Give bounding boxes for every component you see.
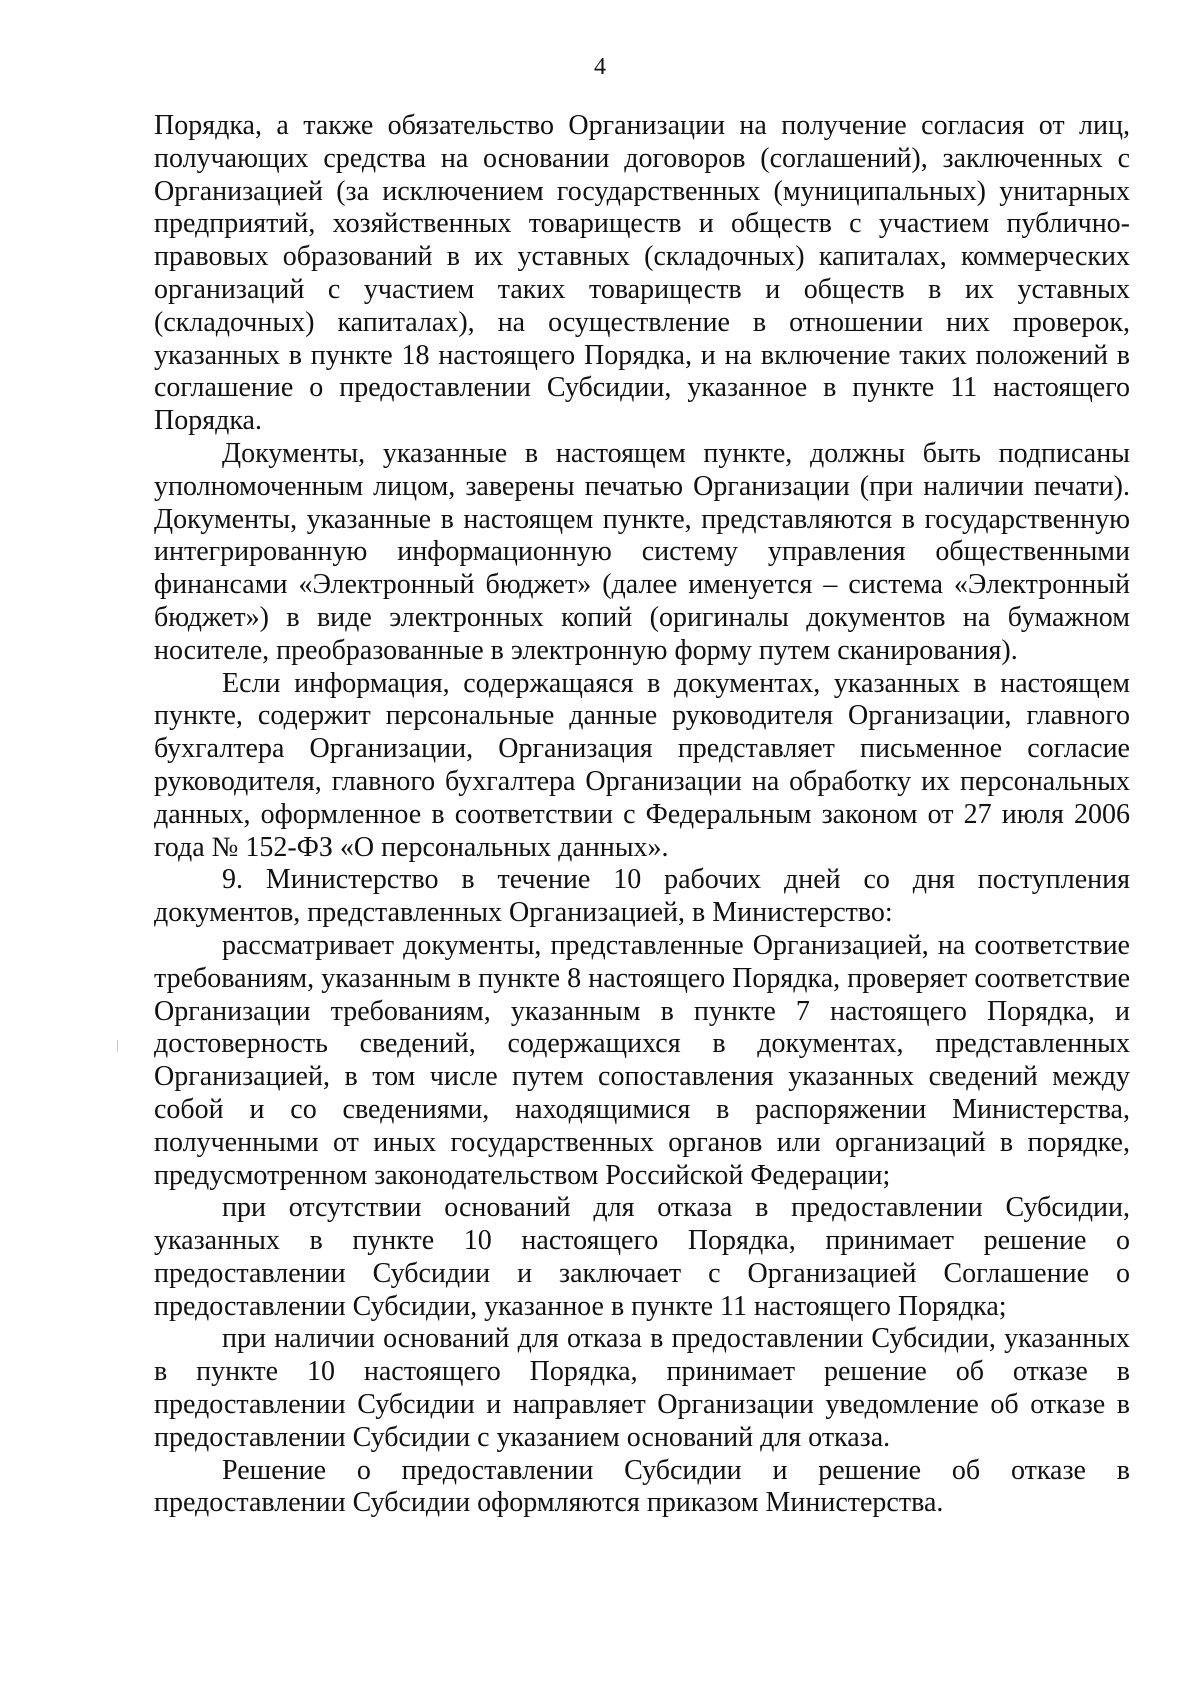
paragraph-continuation: Порядка, а также обязательство Организации на получение согласия от лиц, получающих средства на основании договоров (соглашений), заключенных с Организацией (за исключением государственных (муниципальных) унитарных предприятий, хозяйственных товариществ и обществ с участием публично-правовых образований в их уставных (складочных) капиталах, коммерческих организаций с участием таких товариществ и обществ в их уставных (складочных) капиталах), на осуществление в отношении них проверок, указанных в пункте 18 настоящего Порядка, и на включение таких положений в соглашение о предоставлении Субсидии, указанное в пункте 11 настоящего Порядка. xyxy=(154,110,1130,437)
paragraph-grant-decision: при отсутствии оснований для отказа в предоставлении Субсидии, указанных в пункте 10 настоящего Порядка, принимает решение о предоставлении Субсидии и заключает с Организацией Соглашение о предоставлении Субсидии, указанное в пункте 11 настоящего Порядка; xyxy=(154,1192,1130,1322)
paragraph-documents-signing: Документы, указанные в настоящем пункте, должны быть подписаны уполномоченным лицом, заверены печатью Организации (при наличии печати). Документы, указанные в настоящем пункте, представляются в государственную интегрированную информационную систему управления общественными финансами «Электронный бюджет» (далее именуется – система «Электронный бюджет») в виде электронных копий (оригиналы документов на бумажном носителе, преобразованные в электронную форму путем сканирования). xyxy=(154,437,1130,666)
document-body xyxy=(154,110,1130,1520)
paragraph-decision-formalization: Решение о предоставлении Субсидии и решение об отказе в предоставлении Субсидии оформляются приказом Министерства. xyxy=(154,1454,1130,1519)
page-number: 4 xyxy=(594,54,606,80)
paragraph-refusal-decision: при наличии оснований для отказа в предоставлении Субсидии, указанных в пункте 10 настоящего Порядка, принимает решение об отказе в предоставлении Субсидии и направляет Организации уведомление об отказе в предоставлении Субсидии с указанием оснований для отказа. xyxy=(154,1323,1130,1453)
scan-artifact xyxy=(117,1040,118,1052)
paragraph-reviews-documents: рассматривает документы, представленные Организацией, на соответствие требованиям, указанным в пункте 8 настоящего Порядка, проверяет соответствие Организации требованиям, указанным в пункте 7 настоящего Порядка, и достоверность сведений, содержащихся в документах, представленных Организацией, в том числе путем сопоставления указанных сведений между собой и со сведениями, находящимися в распоряжении Министерства, полученными от иных государственных органов или организаций в порядке, предусмотренном законодательством Российской Федерации; xyxy=(154,929,1130,1191)
paragraph-item-9: 9. Министерство в течение 10 рабочих дней со дня поступления документов, представленных Организацией, в Министерство: xyxy=(154,864,1130,929)
paragraph-personal-data: Если информация, содержащаяся в документах, указанных в настоящем пункте, содержит персональные данные руководителя Организации, главного бухгалтера Организации, Организация представляет письменное согласие руководителя, главного бухгалтера Организации на обработку их персональных данных, оформленное в соответствии с Федеральным законом от 27 июля 2006 года № 152-ФЗ «О персональных данных». xyxy=(154,667,1130,863)
